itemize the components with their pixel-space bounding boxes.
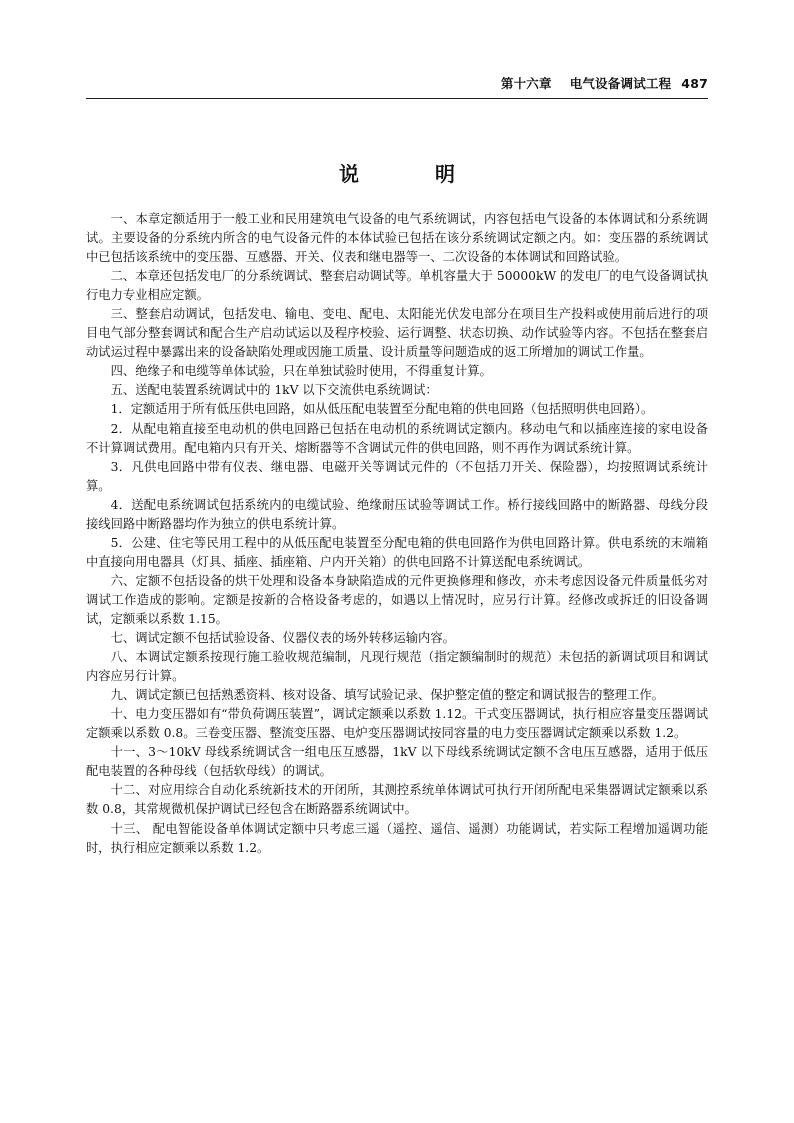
page-number: 487 xyxy=(681,76,708,91)
paragraph: 五、送配电装置系统调试中的 1kV 以下交流供电系统调试： xyxy=(110,383,438,398)
paragraph: 十二、对应用综合自动化系统新技术的开闭所，其测控系统单体调试可执行开闭所配电采集器调试定额乘以系数 0.8，其常规微机保护调试已经包含在断路器系统调试中。 xyxy=(86,783,708,817)
paragraph: 3．凡供电回路中带有仪表、继电器、电磁开关等调试元件的（不包括刀开关、保险器），均按照调试系统计算。 xyxy=(86,459,708,493)
paragraph: 四、绝缘子和电缆等单体试验，只在单独试验时使用，不得重复计算。 xyxy=(110,364,492,379)
paragraph: 十一、3～10kV 母线系统调试含一组电压互感器，1kV 以下母线系统调试定额不含电压互感器，适用于低压配电装置的各种母线（包括软母线）的调试。 xyxy=(86,745,708,779)
page-title: 说 明 xyxy=(339,162,483,186)
paragraph: 一、本章定额适用于一般工业和民用建筑电气设备的电气系统调试，内容包括电气设备的本体调试和分系统调试。主要设备的分系统内所含的电气设备元件的本体试验已包括在该分系统调试定额之内。如：变压器的系统调试中已包括该系统中的变压器、互感器、开关、仪表和继电器等一、二次设备的本体调试和回路试验。 xyxy=(86,212,708,265)
section-label: 电气设备调试工程 xyxy=(569,76,672,91)
paragraph: 4．送配电系统调试包括系统内的电缆试验、绝缘耐压试验等调试工作。桥行接线回路中的断路器、母线分段接线回路中断路器均作为独立的供电系统计算。 xyxy=(86,497,708,531)
chapter-label: 第十六章 xyxy=(500,76,552,91)
paragraph: 三、整套启动调试，包括发电、输电、变电、配电、太阳能光伏发电部分在项目生产投料或使用前后进行的项目电气部分整套调试和配合生产启动试运以及程序校验、运行调整、状态切换、动作试验等内容。不包括在整套启动试运过程中暴露出来的设备缺陷处理或因施工质量、设计质量等问题造成的返工所增加的调试工作量。 xyxy=(86,307,708,360)
running-header xyxy=(86,74,708,94)
paragraph: 六、定额不包括设备的烘干处理和设备本身缺陷造成的元件更换修理和修改，亦未考虑因设备元件质量低劣对调试工作造成的影响。定额是按新的合格设备考虑的，如遇以上情况时，应另行计算。经修改或拆迁的旧设备调试，定额乘以系数 1.15。 xyxy=(86,573,708,626)
paragraph: 1．定额适用于所有低压供电回路，如从低压配电装置至分配电箱的供电回路（包括照明供电回路）。 xyxy=(110,402,654,417)
paragraph: 十、电力变压器如有“带负荷调压装置”，调试定额乘以系数 1.12。干式变压器调试，执行相应容量变压器调试定额乘以系数 0.8。三卷变压器、整流变压器、电炉变压器调试按同容量的电力变压器调试定额乘以系数 1.2。 xyxy=(86,707,708,741)
paragraph: 5．公建、住宅等民用工程中的从低压配电装置至分配电箱的供电回路作为供电回路计算。供电系统的末端箱中直接向用电器具（灯具、插座、插座箱、户内开关箱）的供电回路不计算送配电系统调试。 xyxy=(86,535,708,569)
header-rule xyxy=(86,98,708,99)
paragraph: 十三、 配电智能设备单体调试定额中只考虑三遥（遥控、遥信、遥测）功能调试，若实际工程增加遥调功能时，执行相应定额乘以系数 1.2。 xyxy=(86,821,708,855)
paragraph: 2．从配电箱直接至电动机的供电回路已包括在电动机的系统调试定额内。移动电气和以插座连接的家电设备不计算调试费用。配电箱内只有开关、熔断器等不含调试元件的供电回路，则不再作为调试系统计算。 xyxy=(86,421,708,455)
paragraph: 九、调试定额已包括熟悉资料、核对设备、填写试验记录、保护整定值的整定和调试报告的整理工作。 xyxy=(110,688,664,703)
paragraph: 七、调试定额不包括试验设备、仪器仪表的场外转移运输内容。 xyxy=(110,631,455,646)
body-text xyxy=(86,210,708,858)
paragraph: 二、本章还包括发电厂的分系统调试、整套启动调试等。单机容量大于 50000kW 的发电厂的电气设备调试执行电力专业相应定额。 xyxy=(86,269,708,303)
paragraph: 八、本调试定额系按现行施工验收规范编制，凡现行规范（指定额编制时的规范）未包括的新调试项目和调试内容应另行计算。 xyxy=(86,650,708,684)
